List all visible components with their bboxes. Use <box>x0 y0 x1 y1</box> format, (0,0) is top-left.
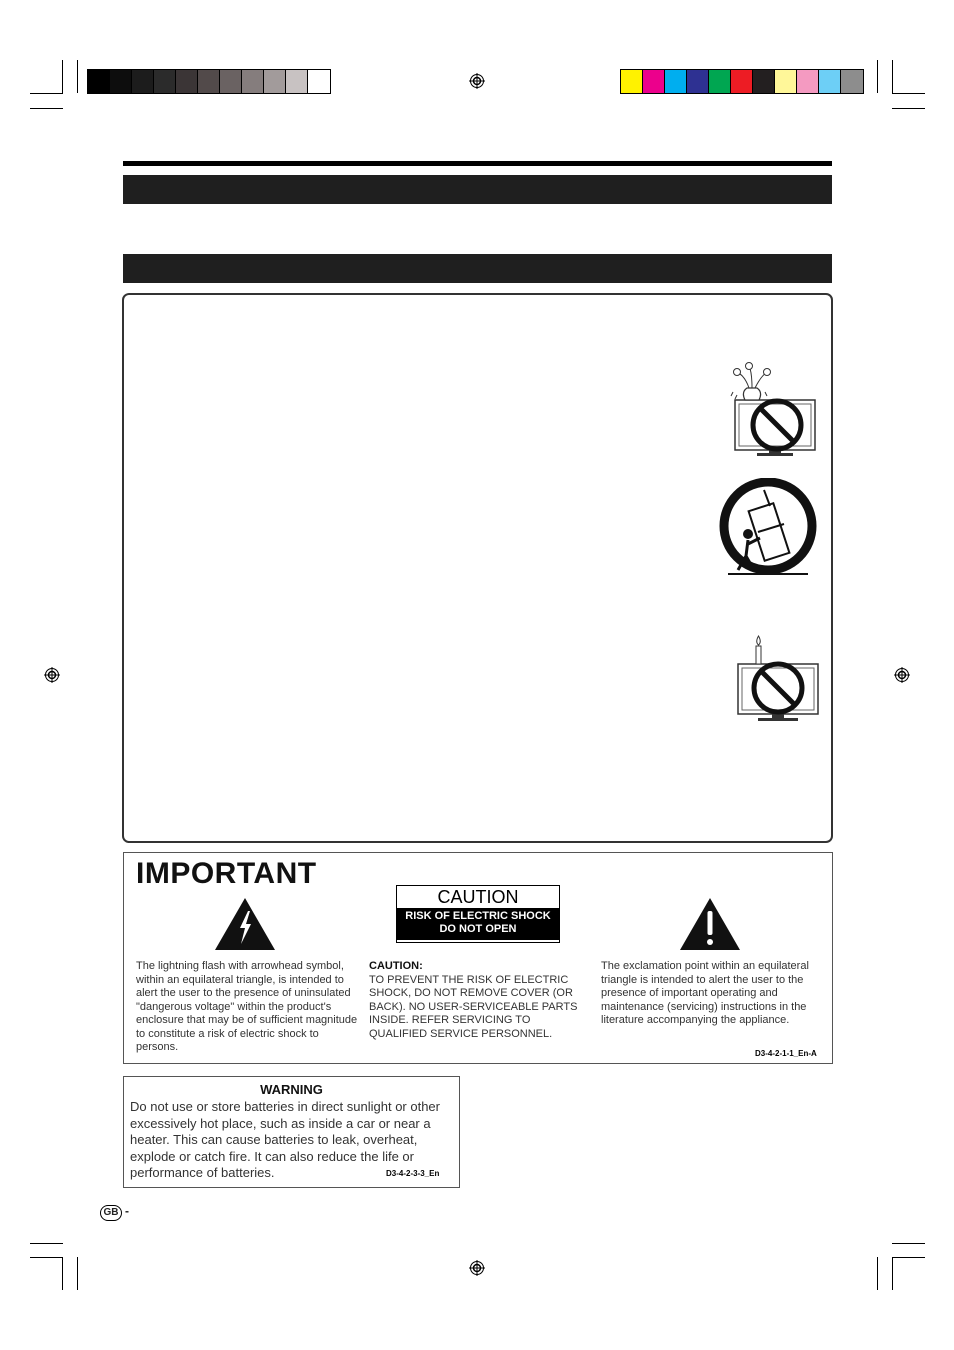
crop-mark <box>877 60 878 93</box>
crop-mark <box>30 1243 63 1244</box>
heading-bar <box>123 175 832 204</box>
caution-explanation <box>369 960 587 1041</box>
registration-mark-icon <box>469 73 485 89</box>
grayscale-swatch <box>220 70 242 93</box>
process-color-swatch <box>819 70 841 93</box>
process-color-swatch <box>621 70 643 93</box>
process-color-swatch <box>731 70 753 93</box>
grayscale-color-bar <box>87 69 331 94</box>
crop-mark <box>892 1257 925 1258</box>
crop-mark <box>892 1243 925 1244</box>
crop-mark <box>30 93 63 94</box>
no-liquids-on-tv-icon <box>727 362 819 458</box>
crop-mark <box>62 1257 63 1290</box>
grayscale-swatch <box>308 70 330 93</box>
process-color-swatch <box>775 70 797 93</box>
no-open-flame-on-tv-icon <box>734 634 822 726</box>
crop-mark <box>892 93 925 94</box>
process-color-swatch <box>753 70 775 93</box>
process-color-swatch <box>665 70 687 93</box>
grayscale-swatch <box>154 70 176 93</box>
grayscale-swatch <box>88 70 110 93</box>
crop-mark <box>62 60 63 93</box>
crop-mark <box>30 108 63 109</box>
language-badge: GB <box>100 1205 122 1221</box>
registration-mark-icon <box>894 667 910 683</box>
grayscale-swatch <box>286 70 308 93</box>
crop-mark <box>30 1257 63 1258</box>
grayscale-swatch <box>110 70 132 93</box>
exclamation-symbol-explanation: The exclamation point within an equilateral triangle is intended to alert the user to the presence of important operating and maintenance (servicing) instructions in the literature accompanying the appliance. <box>601 960 809 1026</box>
crop-mark <box>892 1257 893 1290</box>
warning-text: Do not use or store batteries in direct sunlight or other excessively hot place, such as inside a car or near a heater. This can cause batteries to leak, overheat, explode or catch fire. It can also reduce the life or performance of batteries. <box>130 1099 440 1180</box>
important-notice-box <box>123 852 833 1064</box>
caution-label-line2: DO NOT OPEN <box>439 923 517 935</box>
process-color-swatch <box>841 70 863 93</box>
grayscale-swatch <box>198 70 220 93</box>
crop-mark <box>892 108 925 109</box>
caution-label-subtext <box>397 908 559 940</box>
crop-mark <box>892 60 893 93</box>
lightning-symbol-explanation: The lightning flash with arrowhead symbol, within an equilateral triangle, is intended to alert the user to the presence of uninsulated "dangerous voltage" within the product's enclosure that may be of sufficient magnitude to constitute a risk of electric shock to persons. <box>136 960 358 1053</box>
cart-tip-over-warning-icon <box>718 478 818 582</box>
crop-mark <box>77 60 78 93</box>
document-code: D3-4-2-1-1_En-A <box>755 1049 817 1058</box>
grayscale-swatch <box>176 70 198 93</box>
caution-explanation-text: TO PREVENT THE RISK OF ELECTRIC SHOCK, DO NOT REMOVE COVER (OR BACK). NO USER-SERVICEABLE PARTS INSIDE. REFER SERVICING TO QUALIFIED SERVICE PERSONNEL. <box>369 973 578 1040</box>
grayscale-swatch <box>242 70 264 93</box>
lightning-warning-icon <box>214 897 276 951</box>
top-rule <box>123 161 832 166</box>
process-color-swatch <box>643 70 665 93</box>
caution-label-line1: RISK OF ELECTRIC SHOCK <box>405 910 551 922</box>
grayscale-swatch <box>132 70 154 93</box>
caution-label <box>396 885 560 943</box>
process-color-swatch <box>709 70 731 93</box>
important-title: IMPORTANT <box>136 857 317 890</box>
process-color-bar <box>620 69 864 94</box>
registration-mark-icon <box>44 667 60 683</box>
battery-warning-box <box>123 1076 460 1188</box>
crop-mark <box>877 1257 878 1290</box>
grayscale-swatch <box>264 70 286 93</box>
warning-title: WARNING <box>260 1082 323 1097</box>
crop-mark <box>77 1257 78 1290</box>
process-color-swatch <box>687 70 709 93</box>
registration-mark-icon <box>469 1260 485 1276</box>
exclamation-warning-icon <box>679 897 741 951</box>
caution-label-heading: CAUTION <box>397 886 559 908</box>
page-number-dash: - <box>125 1204 129 1218</box>
caution-explanation-label: CAUTION: <box>369 960 423 972</box>
section-heading-bar <box>123 254 832 283</box>
process-color-swatch <box>797 70 819 93</box>
warning-code: D3-4-2-3-3_En <box>386 1169 440 1178</box>
